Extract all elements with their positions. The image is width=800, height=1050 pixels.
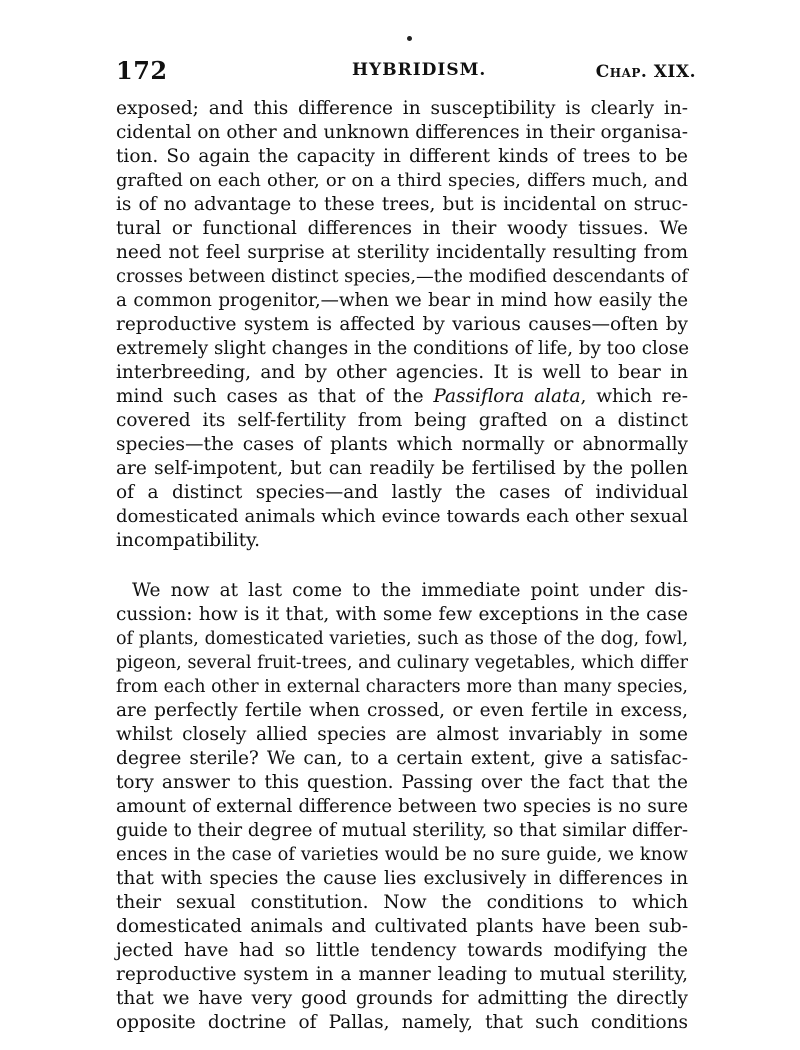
text-line: domesticated animals and cultivated plants have been sub- (116, 916, 688, 937)
text-line: covered its self-fertility from being grafted on a distinct (116, 410, 688, 431)
body-text (116, 97, 688, 1035)
text-line: guide to their degree of mutual sterility, so that similar differ- (116, 820, 689, 841)
text-line-with-italic (116, 385, 688, 409)
text-line: reproductive system in a manner leading to mutual sterility, (116, 964, 688, 985)
text-fragment: , which re- (580, 386, 688, 407)
text-fragment: mind such cases as that of the (116, 386, 424, 407)
page-number: 172 (116, 56, 168, 85)
text-line: opposite doctrine of Pallas, namely, that such conditions (116, 1012, 688, 1033)
text-line: need not feel surprise at sterility incidentally resulting from (116, 242, 688, 263)
text-line: is of no advantage to these trees, but is incidental on struc- (116, 194, 688, 215)
text-line: degree sterile? We can, to a certain extent, give a satisfac- (116, 748, 688, 769)
text-line: reproductive system is affected by various causes—often by (116, 314, 688, 335)
text-line: crosses between distinct species,—the modified descendants of (116, 267, 688, 287)
text-line: pigeon, several fruit-trees, and culinary vegetables, which differ (116, 653, 688, 673)
printer-dot (407, 36, 412, 41)
text-line: amount of external difference between two species is no sure (116, 796, 688, 817)
text-line: domesticated animals which evince towards each other sexual (116, 506, 688, 527)
text-line: cussion: how is it that, with some few exceptions in the case (116, 604, 688, 625)
text-line: We now at last come to the immediate point under dis- (132, 580, 688, 601)
species-name-italic: Passiflora alata (433, 386, 581, 407)
text-line: tural or functional differences in their woody tissues. We (116, 218, 688, 239)
text-line: a common progenitor,—when we bear in mind how easily the (116, 290, 688, 311)
text-line: their sexual constitution. Now the conditions to which (116, 892, 688, 913)
text-line: tory answer to this question. Passing over the fact that the (116, 772, 688, 793)
text-line: that with species the cause lies exclusively in differences in (116, 868, 688, 889)
paragraph-1 (116, 97, 688, 553)
text-line: incompatibility. (116, 530, 260, 551)
text-line: cidental on other and unknown differences in their organisa- (116, 122, 688, 143)
text-line: are self-impotent, but can readily be fertilised by the pollen (116, 458, 688, 479)
text-line: ences in the case of varieties would be no sure guide, we know (116, 845, 688, 865)
text-line: species—the cases of plants which normally or abnormally (116, 434, 688, 455)
text-line: interbreeding, and by other agencies. It is well to bear in (116, 362, 688, 383)
text-line: jected have had so little tendency towards modifying the (116, 940, 688, 961)
text-line: exposed; and this difference in susceptibility is clearly in- (116, 98, 688, 119)
text-line: whilst closely allied species are almost invariably in some (116, 724, 688, 745)
chapter-reference: Chap. XIX. (595, 62, 696, 82)
text-line: are perfectly fertile when crossed, or even fertile in excess, (116, 700, 688, 721)
text-line: from each other in external characters more than many species, (116, 677, 688, 697)
text-line: tion. So again the capacity in different kinds of trees to be (116, 146, 688, 167)
text-line: of plants, domesticated varieties, such as those of the dog, fowl, (116, 629, 688, 649)
text-line: that we have very good grounds for admitting the directly (116, 988, 688, 1009)
running-header (116, 56, 696, 84)
paragraph-2 (116, 579, 688, 1035)
running-title: HYBRIDISM. (352, 60, 487, 80)
text-line: of a distinct species—and lastly the cases of individual (116, 482, 688, 503)
text-line: extremely slight changes in the conditions of life, by too close (116, 338, 690, 359)
text-line: grafted on each other, or on a third species, differs much, and (116, 170, 688, 191)
paragraph-spacer (116, 553, 688, 579)
